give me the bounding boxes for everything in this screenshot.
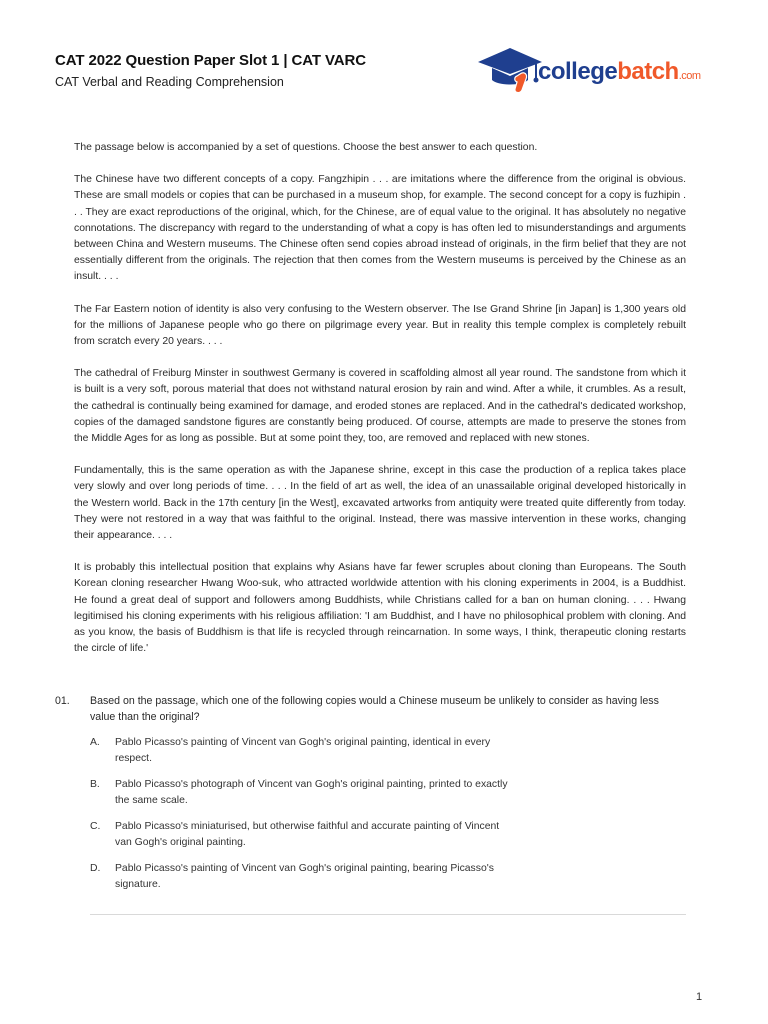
passage-paragraph-5: It is probably this intellectual position that explains why Asians have far fewer scruples about cloning than Europeans. The South Korean cloning researcher Hwang Woo-suk, who attracted worldwide attention with his cloning experiments in 2004, is a Buddhist. He found a great deal of support and followers among Buddhists, while Christians called for a ban on human cloning. . . . Hwang legitimised his cloning experiments with his religious affiliation: 'I am Buddhist, and I have no philosophical problem with cloning. And as you know, the basis of Buddhism is that life is recycled through reincarnation. In some ways, I think, therapeutic cloning restarts the circle of life.' <box>74 562 686 655</box>
option-letter: A. <box>90 737 100 748</box>
passage-paragraph-3: The cathedral of Freiburg Minster in southwest Germany is covered in scaffolding almost all year round. The sandstone from which it is built is a very soft, porous material that does not withstand natural erosion by rain and wind. After a while, it crumbles. As a result, the cathedral is continually being examined for damage, and eroded stones are replaced. And in the cathedral's dedicated workshop, copies of the damaged sandstone figures are constantly being produced. Of course, attempts are made to preserve the stones from the Middle Ages for as long as possible. But at some point they, too, are removed and replaced with new stones. <box>74 368 686 445</box>
answer-option-c[interactable] <box>90 819 510 851</box>
document-header <box>55 52 366 89</box>
passage-paragraph-2: The Far Eastern notion of identity is also very confusing to the Western observer. The Ise Grand Shrine [in Japan] is 1,300 years old for the millions of Japanese people who go there on pilgrimage every year. But in reality this temple complex is completely rebuilt from scratch every 20 years. . . . <box>74 303 686 348</box>
question-number: 01. <box>55 695 70 707</box>
option-text: Pablo Picasso's photograph of Vincent van Gogh's original painting, printed to exactly the same scale. <box>115 779 508 806</box>
option-text: Pablo Picasso's miniaturised, but otherwise faithful and accurate painting of Vincent van Gogh's original painting. <box>115 821 500 848</box>
passage-paragraph-1: The Chinese have two different concepts of a copy. Fangzhipin . . . are imitations where the difference from the original is obvious. These are small models or copies that can be purchased in a museum shop, for example. The second concept for a copy is fuzhipin . . . They are exact reproductions of the original, which, for the Chinese, are of equal value to the original. It has absolutely no negative connotations. The discrepancy with regard to the understanding of what a copy is has often led to misunderstandings and arguments between China and Western museums. The Chinese often send copies abroad instead of originals, in the firm belief that they are not essentially different from the originals. The rejection that then comes from the Western museums is perceived by the Chinese as an insult. . . . <box>74 174 686 283</box>
page-number: 1 <box>696 991 703 1003</box>
answer-options <box>90 735 510 893</box>
logo-wordmark <box>538 58 701 86</box>
option-text: Pablo Picasso's painting of Vincent van Gogh's original painting, identical in every respect. <box>115 737 491 764</box>
option-letter: C. <box>90 821 101 832</box>
question-block <box>55 693 686 903</box>
option-letter: B. <box>90 779 100 790</box>
logo-text-com: .com <box>678 70 701 82</box>
answer-option-a[interactable] <box>90 735 510 767</box>
logo-text-college: college <box>538 58 618 85</box>
passage-instructions: The passage below is accompanied by a set of questions. Choose the best answer to each question. <box>74 142 538 153</box>
graduation-cap-icon <box>476 44 546 96</box>
document-title: CAT 2022 Question Paper Slot 1 | CAT VARC <box>55 52 366 69</box>
collegebatch-logo <box>476 44 716 96</box>
logo-text-batch: batch <box>617 58 679 85</box>
passage-paragraph-4: Fundamentally, this is the same operation as with the Japanese shrine, except in this case the production of a replica takes place very slowly and over long periods of time. . . . In the field of art as well, the idea of an unassailable original developed historically in the Western world. Back in the 17th century [in the West], excavated artworks from antiquity were treated quite differently from today. They were not restored in a way that was faithful to the original. Instead, there was massive intervention in these works, changing their appearance. . . . <box>74 465 686 542</box>
question-text: Based on the passage, which one of the following copies would a Chinese museum be unlikely to consider as having less value than the original? <box>90 695 659 723</box>
answer-option-b[interactable] <box>90 777 510 809</box>
answer-option-d[interactable] <box>90 861 510 893</box>
option-letter: D. <box>90 863 101 874</box>
document-subtitle: CAT Verbal and Reading Comprehension <box>55 75 284 89</box>
divider <box>90 914 686 915</box>
option-text: Pablo Picasso's painting of Vincent van Gogh's original painting, bearing Picasso's signature. <box>115 863 494 890</box>
passage <box>74 140 686 673</box>
